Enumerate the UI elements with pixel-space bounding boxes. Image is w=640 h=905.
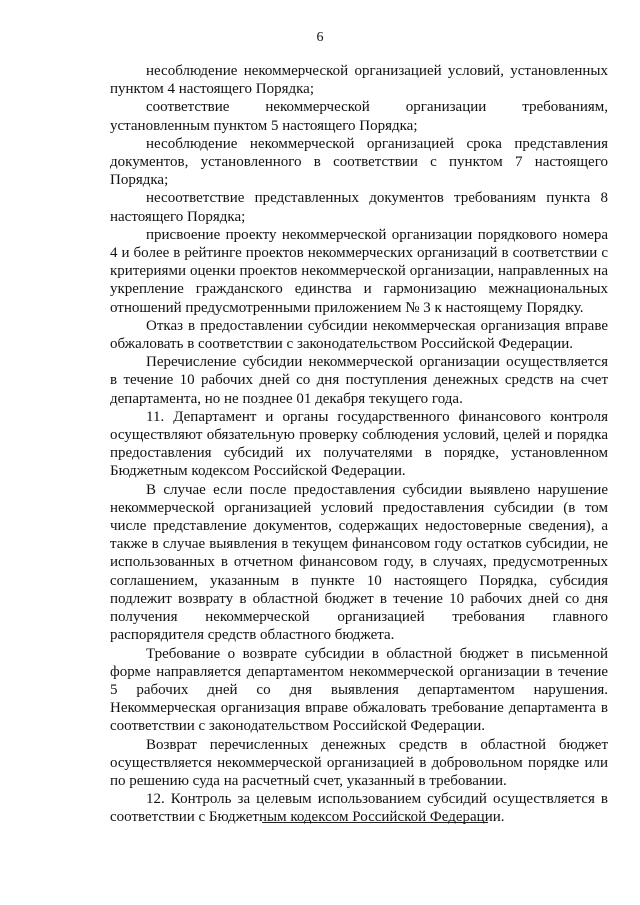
- paragraph: 11. Департамент и органы государственного финансового контроля осуществляют обязательную проверку соблюдения условий, целей и порядка предоставления субсидий их получателями в порядке, установленном Бюджетным кодексом Российской Федерации.: [110, 408, 608, 480]
- paragraph: Возврат перечисленных денежных средств в областной бюджет осуществляется некоммерческой организацией в добровольном порядке или по решению суда на расчетный счет, указанный в требовании.: [110, 736, 608, 789]
- paragraph: 12. Контроль за целевым использованием субсидий осуществляется в соответствии с Бюджетным кодексом Российской Федерации.: [110, 791, 608, 826]
- paragraph: несоблюдение некоммерческой организацией условий, установленных пунктом 4 настоящего Порядка;: [110, 63, 608, 98]
- paragraph: Перечисление субсидии некоммерческой организации осуществляется в течение 10 рабочих дней со дня поступления денежных средств на счет департамента, но не позднее 01 декабря текущего года.: [110, 354, 608, 407]
- paragraph: присвоение проекту некоммерческой организации порядкового номера 4 и более в рейтинге проектов некоммерческих организаций в соответствии с критериями оценки проектов некоммерческой организации, направленных на укрепление гражданского единства и гармонизацию межнациональных отношений предусмотренными приложением № 3 к настоящему Порядку.: [110, 226, 608, 316]
- paragraph: Отказ в предоставлении субсидии некоммерческая организация вправе обжаловать в соответствии с законодательством Российской Федерации.: [110, 317, 608, 353]
- page-number: 6: [316, 30, 324, 45]
- end-divider-line: [262, 822, 488, 823]
- paragraph: В случае если после предоставления субсидии выявлено нарушение некоммерческой организацией условий предоставления субсидии (в том числе представление документов, содержащих недостоверные сведения), а также в случае выявления в текущем финансовом году остатков субсидии, не использованных в отчетном финансовом году, в случаях, предусмотренных соглашением, указанным в пункте 10 настоящего Порядка, субсидия подлежит возврату в областной бюджет в течение 10 рабочих дней со дня получения некоммерческой организацией требования главного распорядителя средств областного бюджета.: [110, 481, 608, 644]
- document-body: [110, 62, 608, 827]
- paragraph: Требование о возврате субсидии в областной бюджет в письменной форме направляется департаментом некоммерческой организации в течение 5 рабочих дней со дня выявления департаментом нарушения. Некоммерческая организация вправе обжаловать требование департамента в соответствии с законодательством Российской Федерации.: [110, 645, 608, 735]
- paragraph: несоответствие представленных документов требованиям пункта 8 настоящего Порядка;: [110, 190, 608, 225]
- paragraph: соответствие некоммерческой организации требованиям, установленным пунктом 5 настоящего Порядка;: [110, 99, 608, 134]
- paragraph: несоблюдение некоммерческой организацией срока представления документов, установленного в соответствии с пунктом 7 настоящего Порядка;: [110, 135, 608, 189]
